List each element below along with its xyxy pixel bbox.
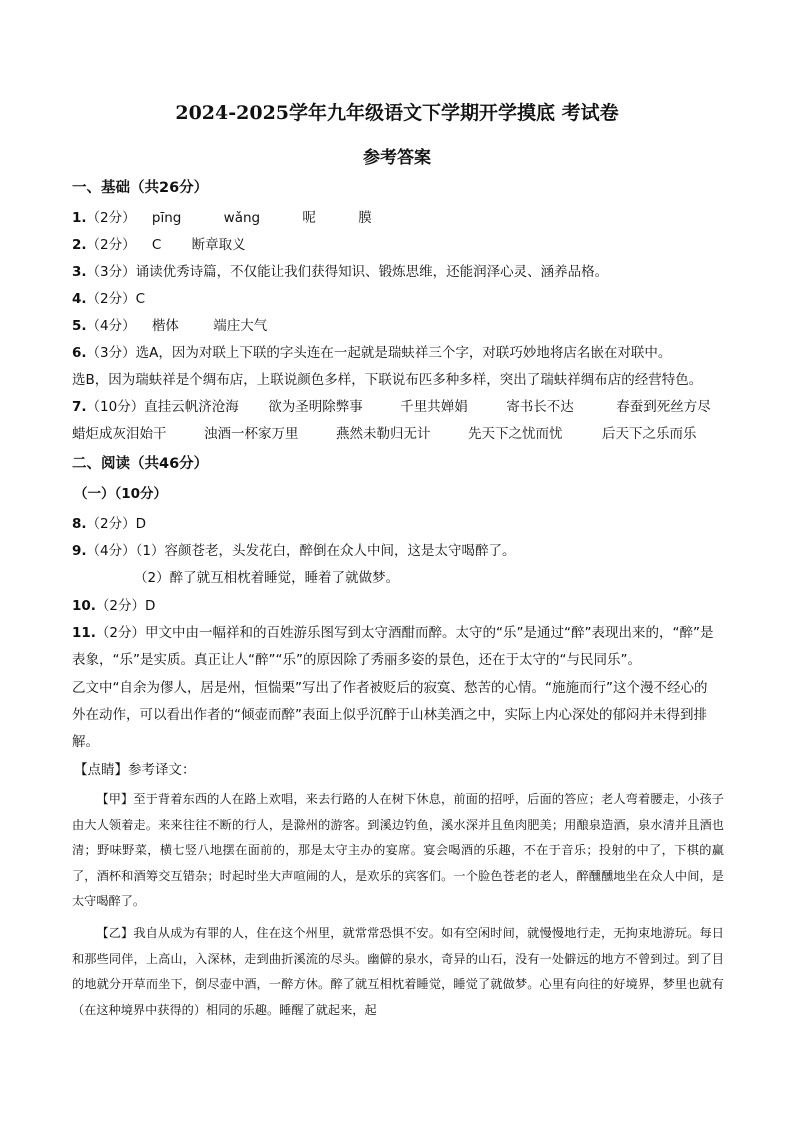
question-number: 5. bbox=[72, 318, 87, 334]
answer-q7-row1 bbox=[72, 397, 711, 417]
question-score: （2分） bbox=[86, 516, 136, 532]
question-number: 2. bbox=[72, 237, 87, 253]
answer-q1 bbox=[72, 208, 372, 228]
answer-text: （1）容颜苍老，头发花白，醉倒在众人中间，这是太守喝醉了。 bbox=[135, 543, 516, 559]
answer-text: C bbox=[135, 291, 146, 307]
page-subtitle: 参考答案 bbox=[363, 148, 431, 168]
question-number: 9. bbox=[72, 543, 87, 559]
answer-q7-row2 bbox=[72, 424, 697, 444]
answer-text: 甲文中由一幅祥和的百姓游乐图写到太守酒酣而醉。太守的“乐”是通过“醉”表现出来的，“醉”是 bbox=[145, 625, 714, 641]
question-score: （10分） bbox=[86, 399, 145, 415]
translation-paragraph-jia: 【甲】至于背着东西的人在路上欢唱，来去行路的人在树下休息，前面的招呼，后面的答应；老人弯着腰走，小孩子由大人领着走。来来往往不断的行人，是滁州的游客。到溪边钓鱼，溪水深并且鱼肉肥美；用酿泉造酒，泉水清并且酒也清；野味野菜，横七竖八地摆在面前的，那是太守主办的宴席。宴会喝酒的乐趣，不在于音乐；投射的中了，下棋的赢了，酒杯和酒筹交互错杂；时起时坐大声喧闹的人，是欢乐的宾客们。一个脸色苍老的老人，醉醺醺地坐在众人中间，是太守喝醉了。 bbox=[72, 792, 724, 908]
poem-line: 寄书长不达 bbox=[506, 399, 574, 415]
answer-q10 bbox=[72, 596, 155, 616]
answer-q6-line2: 选B，因为瑞蚨祥是个绸布店，上联说颜色多样，下联说布匹多种多样，突出了瑞蚨祥绸布店的经营特色。 bbox=[72, 372, 703, 388]
question-score: （2分） bbox=[95, 598, 146, 614]
answer-text: 诵读优秀诗篇，不仅能让我们获得知识、锻炼思维，还能润泽心灵、涵养品格。 bbox=[135, 264, 609, 280]
answer-text: 选A，因为对联上下联的字头连在一起就是瑞蚨祥三个字，对联巧妙地将店名嵌在对联中。 bbox=[135, 345, 672, 361]
answer-item: 端庄大气 bbox=[213, 318, 268, 334]
poem-line: 先天下之忧而忧 bbox=[468, 426, 563, 442]
poem-line: 欲为圣明除弊事 bbox=[268, 399, 363, 415]
note-heading: 【点睛】参考译文： bbox=[74, 762, 196, 778]
question-number: 10. bbox=[72, 598, 96, 614]
answer-q11-line3: 乙文中“自余为僇人，居是州，恒惴栗”写出了作者被贬后的寂寞、愁苦的心情。“施施而行”这个漫不经心的 bbox=[72, 680, 708, 696]
answer-text: D bbox=[135, 516, 147, 532]
poem-line: 燕然未勒归无计 bbox=[336, 426, 431, 442]
question-score: （3分） bbox=[86, 345, 136, 361]
question-score: （2分） bbox=[86, 291, 136, 307]
question-score: （2分） bbox=[86, 210, 136, 226]
poem-line: 蜡炬成灰泪始干 bbox=[72, 426, 167, 442]
answer-item: 膜 bbox=[358, 210, 372, 226]
question-score: （4分） bbox=[86, 318, 136, 334]
answer-text: D bbox=[145, 598, 156, 614]
answer-q11 bbox=[72, 623, 713, 643]
question-score: （2分） bbox=[86, 237, 136, 253]
poem-line: 后天下之乐而乐 bbox=[602, 426, 697, 442]
section-heading-basics: 一、基础（共26分） bbox=[72, 180, 209, 196]
question-number: 3. bbox=[72, 264, 87, 280]
answer-q9 bbox=[72, 541, 515, 561]
answer-q6 bbox=[72, 343, 671, 363]
answer-q11-line5: 解。 bbox=[72, 734, 99, 750]
question-number: 8. bbox=[72, 516, 87, 532]
answer-q11-line2: 表象，“乐”是实质。真正让人“醉”“乐”的原因除了秀丽多姿的景色，还在于太守的“与民同乐”。 bbox=[72, 652, 641, 668]
answer-q8 bbox=[72, 514, 146, 534]
answer-item: pīng bbox=[151, 210, 182, 226]
page-title: 2024-2025学年九年级语文下学期开学摸底 考试卷 bbox=[175, 102, 619, 124]
answer-q2 bbox=[72, 235, 246, 255]
answer-q11-line4: 外在动作，可以看出作者的“倾壶而醉”表面上似乎沉醉于山林美酒之中，实际上内心深处的郁闷并未得到排 bbox=[72, 707, 707, 723]
question-score: （3分） bbox=[86, 264, 136, 280]
question-number: 11. bbox=[72, 625, 96, 641]
subsection-heading: （一）（10分） bbox=[74, 486, 168, 502]
answer-item: 呢 bbox=[302, 210, 316, 226]
answer-q4 bbox=[72, 289, 145, 309]
answer-item: 断章取义 bbox=[191, 237, 246, 253]
answer-item: wǎng bbox=[223, 210, 261, 226]
translation-paragraph-yi: 【乙】我自从成为有罪的人，住在这个州里，就常常恐惧不安。如有空闲时间，就慢慢地行走，无拘束地游玩。每日和那些同伴，上高山，入深林，走到曲折溪流的尽头。幽僻的泉水，奇异的山石，没有一处僻远的地方不曾到过。到了目的地就分开草而坐下，倒尽壶中酒，一醉方休。醉了就互相枕着睡觉，睡觉了就做梦。心里有向往的好境界，梦里也就有（在这种境界中获得的）相同的乐趣。睡醒了就起来，起 bbox=[72, 926, 724, 1017]
poem-line: 浊酒一杯家万里 bbox=[204, 426, 299, 442]
section-heading-reading: 二、阅读（共46分） bbox=[72, 456, 209, 472]
answer-q5 bbox=[72, 316, 267, 336]
question-score: （2分） bbox=[95, 625, 146, 641]
question-number: 7. bbox=[72, 399, 87, 415]
answer-q9-line2: （2）醉了就互相枕着睡觉，睡着了就做梦。 bbox=[134, 570, 400, 586]
answer-item: C bbox=[151, 237, 162, 253]
question-number: 4. bbox=[72, 291, 87, 307]
question-number: 6. bbox=[72, 345, 87, 361]
poem-line: 千里共婵娟 bbox=[400, 399, 468, 415]
poem-line: 春蚕到死丝方尽 bbox=[616, 399, 711, 415]
question-number: 1. bbox=[72, 210, 87, 226]
question-score: （4分） bbox=[86, 543, 136, 559]
answer-item: 楷体 bbox=[151, 318, 179, 334]
poem-line: 直挂云帆济沧海 bbox=[144, 399, 239, 415]
answer-q3 bbox=[72, 262, 608, 282]
